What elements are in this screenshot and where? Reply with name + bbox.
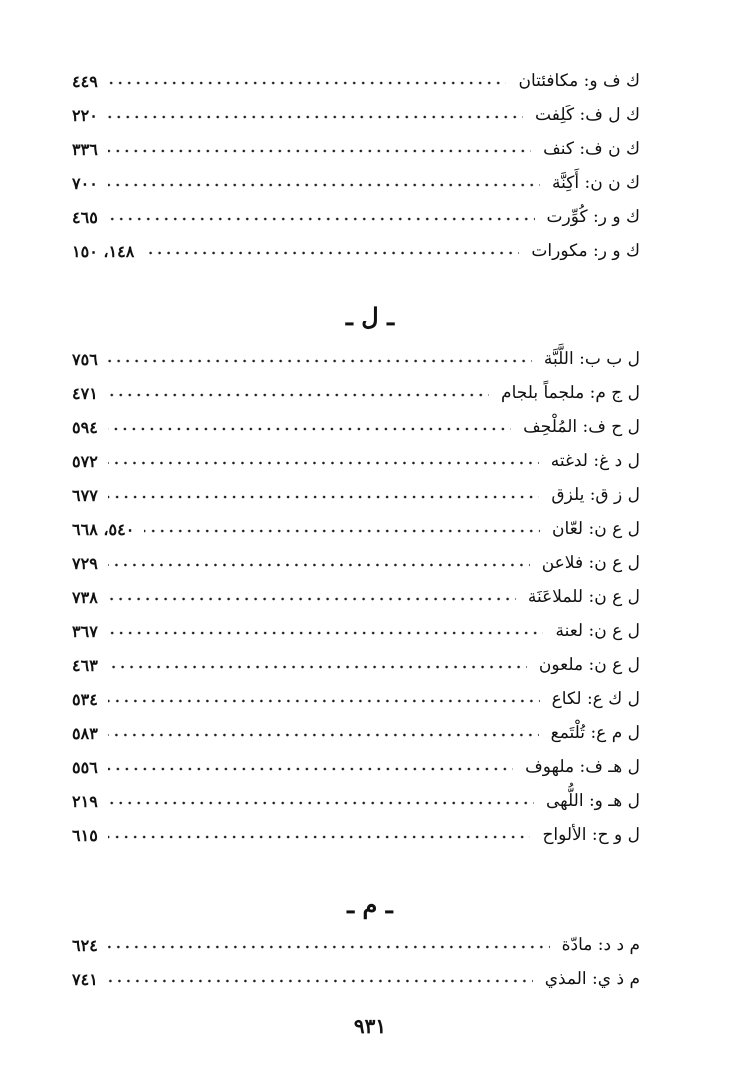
index-entry	[72, 752, 640, 782]
dot-leader	[144, 236, 519, 266]
index-entry	[72, 134, 640, 164]
dot-leader	[108, 650, 527, 680]
entry-term: ك و ر: مكورات	[531, 241, 640, 261]
dot-leader	[108, 684, 540, 714]
entry-pages: ٧٢٩	[72, 553, 98, 573]
entry-pages: ٥٨٣	[72, 723, 98, 743]
dot-leader	[108, 820, 531, 850]
dot-leader	[108, 168, 540, 198]
index-entry	[72, 548, 640, 578]
index-entry	[72, 236, 640, 266]
entry-term: ل هـ و: اللُّهى	[546, 791, 640, 811]
index-entry	[72, 650, 640, 680]
index-entry	[72, 378, 640, 408]
entry-pages: ٥٣٤	[72, 689, 98, 709]
index-entry	[72, 786, 640, 816]
entry-pages: ٥٥٦	[72, 757, 98, 777]
entry-term: ل ع ن: للملاعَنَة	[527, 587, 640, 607]
entry-term: ل ح ف: المُلْحِف	[523, 417, 640, 437]
entry-term: ل و ح: الألواح	[542, 825, 640, 845]
index-entry	[72, 718, 640, 748]
entry-term: ل ع ن: لعنة	[555, 621, 640, 641]
dot-leader	[108, 964, 533, 994]
entry-term: م ذ ي: المذي	[544, 969, 640, 989]
entry-pages: ٤٦٣	[72, 655, 98, 675]
section-heading-lam: ـ ل ـ	[345, 302, 395, 331]
dot-leader	[108, 66, 507, 96]
index-entry	[72, 344, 640, 374]
dot-leader	[108, 718, 539, 748]
page-number: ٩٣١	[353, 1014, 387, 1038]
index-entry	[72, 66, 640, 96]
entry-pages: ٢٢٠	[72, 105, 98, 125]
entry-term: ل ج م: ملجماً بلجام	[501, 383, 640, 403]
dot-leader	[108, 582, 516, 612]
dot-leader	[108, 446, 539, 476]
dot-leader	[108, 100, 523, 130]
entry-term: ل د غ: لدغته	[550, 451, 640, 471]
index-entry	[72, 616, 640, 646]
index-entry	[72, 480, 640, 510]
index-entry	[72, 930, 640, 960]
entry-term: ل ب ب: اللَّبَّة	[543, 349, 640, 369]
dot-leader	[108, 412, 511, 442]
entry-pages: ٢١٩	[72, 791, 98, 811]
entry-term: ل ز ق: يلزق	[551, 485, 640, 505]
entry-pages: ٦٧٧	[72, 485, 98, 505]
index-entry	[72, 820, 640, 850]
index-entry	[72, 412, 640, 442]
entry-term: ل ك ع: لكاع	[551, 689, 640, 709]
entry-pages: ٣٦٧	[72, 621, 98, 641]
index-entry	[72, 514, 640, 544]
entry-pages: ٥٤٠، ٦٦٨	[72, 519, 135, 539]
dot-leader	[108, 378, 489, 408]
dot-leader	[144, 514, 540, 544]
entry-pages: ٤٤٩	[72, 71, 98, 91]
dot-leader	[108, 134, 531, 164]
entry-term: ك ن ف: كنف	[543, 139, 640, 159]
dot-leader	[108, 930, 550, 960]
entry-pages: ٦١٥	[72, 825, 98, 845]
entry-pages: ٥٧٢	[72, 451, 98, 471]
entry-term: ك ل ف: كَلِفت	[535, 105, 640, 125]
section-heading-mim: ـ م ـ	[347, 890, 393, 919]
entry-pages: ٦٢٤	[72, 935, 98, 955]
index-entry	[72, 168, 640, 198]
entry-pages: ٤٧١	[72, 383, 98, 403]
dot-leader	[108, 202, 535, 232]
entry-term: ك ن ن: أَكِنَّة	[552, 173, 640, 193]
dot-leader	[108, 548, 530, 578]
entry-term: ل ع ن: ملعون	[538, 655, 640, 675]
entry-term: ك و ر: كُوِّرت	[546, 207, 640, 227]
index-entry	[72, 446, 640, 476]
index-entry	[72, 100, 640, 130]
index-entry	[72, 202, 640, 232]
entry-term: ل هـ ف: ملهوف	[525, 757, 640, 777]
entry-pages: ٧٣٨	[72, 587, 98, 607]
entry-term: م د د: مادّة	[561, 935, 640, 955]
entry-pages: ١٤٨، ١٥٠	[72, 241, 135, 261]
index-entry	[72, 582, 640, 612]
dot-leader	[108, 616, 544, 646]
dot-leader	[108, 786, 534, 816]
entry-term: ك ف و: مكافئتان	[518, 71, 640, 91]
entry-pages: ٧٤١	[72, 969, 98, 989]
index-entry	[72, 684, 640, 714]
entry-pages: ٣٣٦	[72, 139, 98, 159]
dot-leader	[108, 480, 540, 510]
entry-pages: ٧٥٦	[72, 349, 98, 369]
entry-term: ل ع ن: فلاعن	[541, 553, 640, 573]
index-entry	[72, 964, 640, 994]
entry-pages: ٤٦٥	[72, 207, 98, 227]
entry-pages: ٧٠٠	[72, 173, 98, 193]
dot-leader	[108, 752, 513, 782]
dot-leader	[108, 344, 532, 374]
entry-term: ل م ع: تُلْتَمع	[550, 723, 640, 743]
entry-pages: ٥٩٤	[72, 417, 98, 437]
entry-term: ل ع ن: لعّان	[552, 519, 640, 539]
